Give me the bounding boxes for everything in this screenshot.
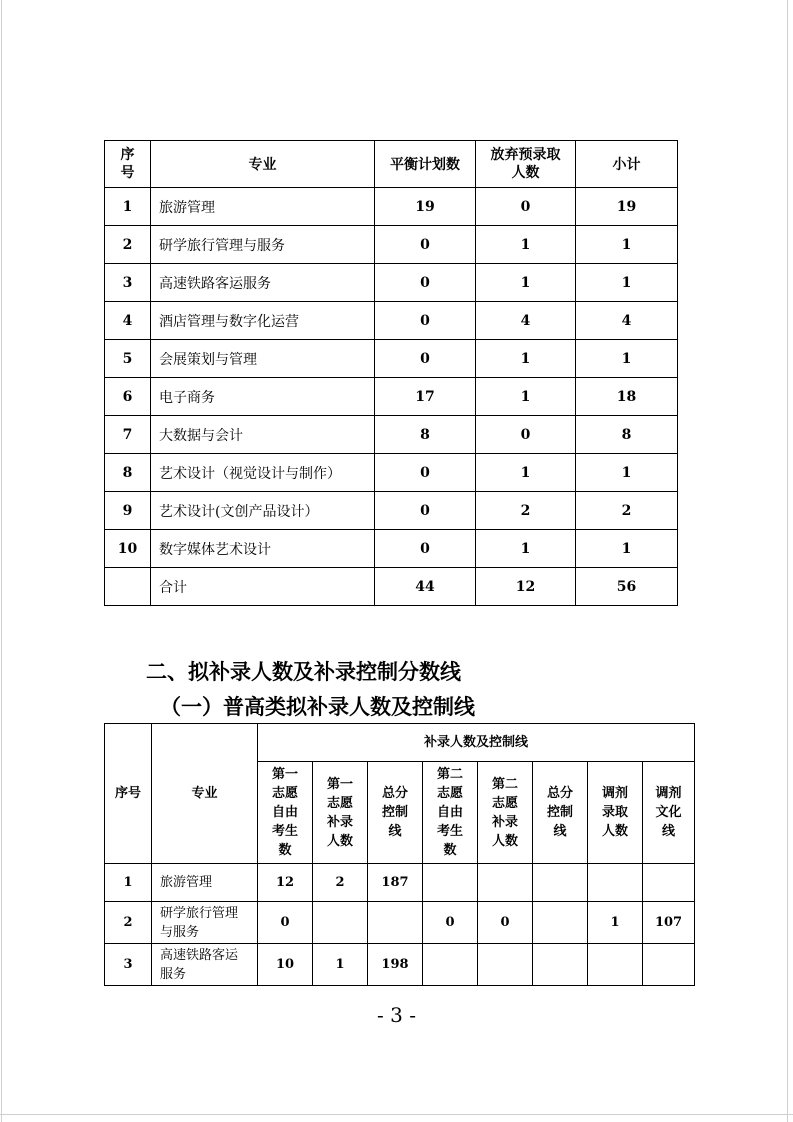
- cell-subtotal: 1: [576, 454, 678, 492]
- cell-major: 会展策划与管理: [151, 340, 375, 378]
- cell-plan: 0: [375, 454, 476, 492]
- cell-plan: 17: [375, 378, 476, 416]
- table-row: [105, 188, 678, 226]
- cell-no: 4: [105, 302, 151, 340]
- table-row: [105, 226, 678, 264]
- cell-no: 6: [105, 378, 151, 416]
- header-col: 调剂 录取 人数: [588, 762, 643, 864]
- cell-no: 1: [105, 864, 152, 902]
- cell-value: [478, 944, 533, 986]
- cell-value: [478, 864, 533, 902]
- cell-plan: 0: [375, 226, 476, 264]
- cell-subtotal: 4: [576, 302, 678, 340]
- cell-value: [588, 944, 643, 986]
- subsection-heading: （一）普高类拟补录人数及控制线: [160, 694, 475, 719]
- cell-abandon: 0: [476, 188, 576, 226]
- cell-major: 高速铁路客运服务: [151, 264, 375, 302]
- cell-abandon: 1: [476, 378, 576, 416]
- cell-value: 2: [313, 864, 368, 902]
- cell-abandon: 2: [476, 492, 576, 530]
- table-row: [105, 264, 678, 302]
- header-plan: 平衡计划数: [375, 141, 476, 188]
- cell-value: [533, 864, 588, 902]
- cell-abandon: 1: [476, 264, 576, 302]
- cell-value: [368, 902, 423, 944]
- cell-value: [533, 944, 588, 986]
- cell-no: 2: [105, 226, 151, 264]
- header-col: 第一 志愿 补录 人数: [313, 762, 368, 864]
- cell-value: [423, 864, 478, 902]
- cell-value: 12: [258, 864, 313, 902]
- table-row: [105, 454, 678, 492]
- cell-plan: 8: [375, 416, 476, 454]
- table-header-row: [105, 724, 695, 762]
- cell-total-label: 合计: [151, 568, 375, 606]
- frame-line-left: [1, 0, 2, 1122]
- cell-major: 艺术设计(文创产品设计）: [151, 492, 375, 530]
- table-row: [105, 302, 678, 340]
- cell-major: 旅游管理: [151, 188, 375, 226]
- cell-plan: 0: [375, 302, 476, 340]
- table-row: [105, 340, 678, 378]
- cell-plan: 0: [375, 530, 476, 568]
- frame-line-right: [787, 0, 788, 1122]
- table-row: [105, 492, 678, 530]
- header-no: 序 号: [105, 141, 151, 188]
- cell-value: 0: [478, 902, 533, 944]
- cell-value: [643, 944, 695, 986]
- header-col: 调剂 文化 线: [643, 762, 695, 864]
- cell-plan: 0: [375, 264, 476, 302]
- cell-plan: 44: [375, 568, 476, 606]
- cell-abandon: 1: [476, 340, 576, 378]
- cell-value: [423, 944, 478, 986]
- table-row: [105, 944, 695, 986]
- cell-abandon: 1: [476, 454, 576, 492]
- cell-no: 5: [105, 340, 151, 378]
- cell-plan: 19: [375, 188, 476, 226]
- cell-no: 10: [105, 530, 151, 568]
- section-heading: 二、拟补录人数及补录控制分数线: [146, 660, 461, 684]
- table-header-row: [105, 141, 678, 188]
- header-col: 总分 控制 线: [533, 762, 588, 864]
- table-row: [105, 378, 678, 416]
- header-col: 第二 志愿 补录 人数: [478, 762, 533, 864]
- cell-subtotal: 18: [576, 378, 678, 416]
- cell-no: 3: [105, 264, 151, 302]
- cell-abandon: 1: [476, 226, 576, 264]
- cell-value: [313, 902, 368, 944]
- cell-value: 187: [368, 864, 423, 902]
- header-major: 专业: [151, 141, 375, 188]
- frame-line-bottom: [0, 1114, 793, 1115]
- cell-major: 大数据与会计: [151, 416, 375, 454]
- cell-major: 研学旅行管理与服务: [151, 226, 375, 264]
- cell-value: 1: [313, 944, 368, 986]
- header-major: 专业: [152, 724, 258, 864]
- header-abandon: 放弃预录取 人数: [476, 141, 576, 188]
- cell-subtotal: 19: [576, 188, 678, 226]
- cell-subtotal: 8: [576, 416, 678, 454]
- header-col: 第二 志愿 自由 考生 数: [423, 762, 478, 864]
- cell-major: 数字媒体艺术设计: [151, 530, 375, 568]
- cell-value: 0: [423, 902, 478, 944]
- cell-subtotal: 56: [576, 568, 678, 606]
- cell-no: 1: [105, 188, 151, 226]
- cell-major: 研学旅行管理 与服务: [152, 902, 258, 944]
- cell-value: [533, 902, 588, 944]
- cell-value: 107: [643, 902, 695, 944]
- cell-no: 9: [105, 492, 151, 530]
- table-row: [105, 416, 678, 454]
- cell-abandon: 1: [476, 530, 576, 568]
- cell-major: 旅游管理: [152, 864, 258, 902]
- cell-major: 酒店管理与数字化运营: [151, 302, 375, 340]
- cell-subtotal: 1: [576, 530, 678, 568]
- cell-subtotal: 1: [576, 226, 678, 264]
- header-group: 补录人数及控制线: [258, 724, 695, 762]
- cell-no: 3: [105, 944, 152, 986]
- table-row: [105, 864, 695, 902]
- cell-value: 10: [258, 944, 313, 986]
- cell-plan: 0: [375, 492, 476, 530]
- cell-no: 2: [105, 902, 152, 944]
- cell-subtotal: 1: [576, 264, 678, 302]
- cell-plan: 0: [375, 340, 476, 378]
- header-col: 第一 志愿 自由 考生 数: [258, 762, 313, 864]
- cell-abandon: 4: [476, 302, 576, 340]
- cell-no: 7: [105, 416, 151, 454]
- supplementary-admission-table: [104, 723, 695, 986]
- cell-subtotal: 2: [576, 492, 678, 530]
- cell-no: [105, 568, 151, 606]
- cell-value: 0: [258, 902, 313, 944]
- balance-plan-table: [104, 140, 678, 606]
- cell-major: 艺术设计（视觉设计与制作）: [151, 454, 375, 492]
- cell-value: [588, 864, 643, 902]
- header-subtotal: 小计: [576, 141, 678, 188]
- header-col: 总分 控制 线: [368, 762, 423, 864]
- cell-no: 8: [105, 454, 151, 492]
- cell-major: 高速铁路客运 服务: [152, 944, 258, 986]
- cell-abandon: 12: [476, 568, 576, 606]
- header-no: 序号: [105, 724, 152, 864]
- table-row: [105, 530, 678, 568]
- total-row: [105, 568, 678, 606]
- cell-value: 1: [588, 902, 643, 944]
- cell-value: [643, 864, 695, 902]
- cell-value: 198: [368, 944, 423, 986]
- cell-abandon: 0: [476, 416, 576, 454]
- cell-subtotal: 1: [576, 340, 678, 378]
- page-number: - 3 -: [377, 1003, 416, 1027]
- table-row: [105, 902, 695, 944]
- cell-major: 电子商务: [151, 378, 375, 416]
